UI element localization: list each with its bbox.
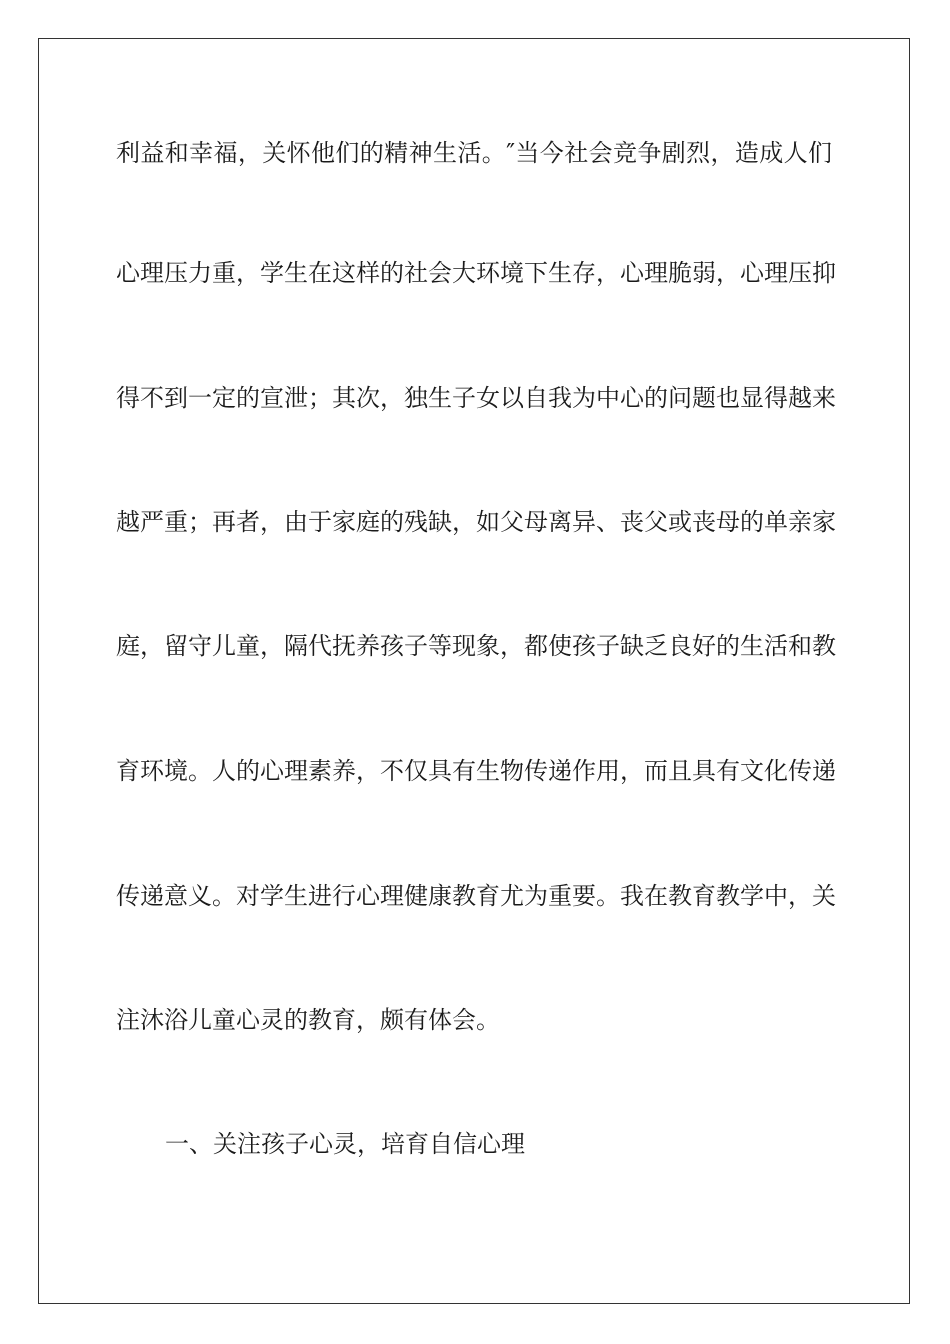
paragraph-line-2: 心理压力重，学生在这样的社会大环境下生存，心理脆弱，心理压抑 xyxy=(116,259,836,287)
paragraph-line-4: 越严重；再者，由于家庭的残缺，如父母离异、丧父或丧母的单亲家 xyxy=(116,508,836,536)
paragraph-line-7: 传递意义。对学生进行心理健康教育尤为重要。我在教育教学中，关 xyxy=(116,882,836,910)
paragraph-line-6: 育环境。人的心理素养，不仅具有生物传递作用，而且具有文化传递 xyxy=(116,757,836,785)
paragraph-line-8: 注沐浴儿童心灵的教育，颇有体会。 xyxy=(116,1006,500,1034)
section-heading: 一、关注孩子心灵，培育自信心理 xyxy=(165,1130,525,1158)
page-border xyxy=(38,38,910,1304)
paragraph-line-5: 庭，留守儿童，隔代抚养孩子等现象，都使孩子缺乏良好的生活和教 xyxy=(116,632,836,660)
paragraph-line-3: 得不到一定的宣泄；其次，独生子女以自我为中心的问题也显得越来 xyxy=(116,384,836,412)
paragraph-line-1: 利益和幸福，关怀他们的精神生活。″当今社会竞争剧烈，造成人们 xyxy=(116,139,832,167)
